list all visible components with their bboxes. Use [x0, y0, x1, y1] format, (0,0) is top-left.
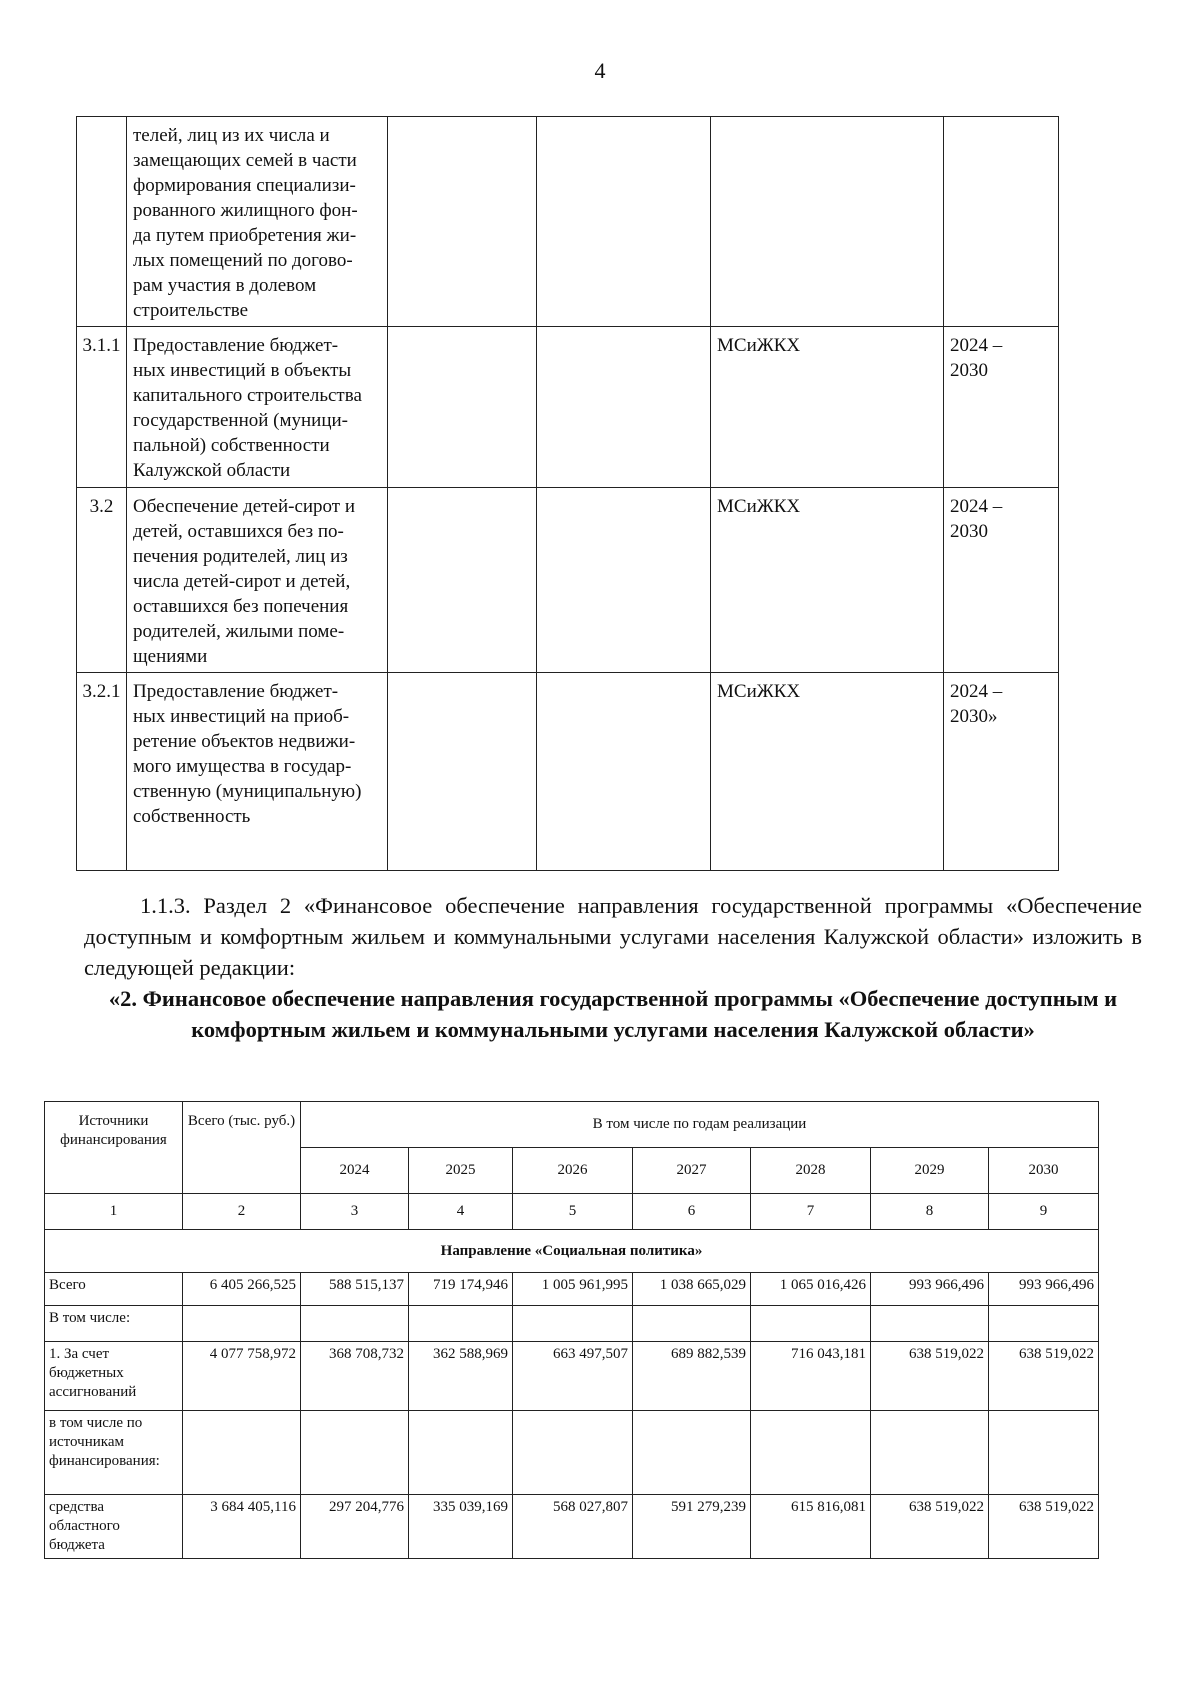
financing-value: 6 405 266,525 — [183, 1273, 301, 1306]
measure-text-line: Предоставление бюджет- — [133, 681, 339, 702]
financing-row — [45, 1342, 1099, 1411]
financing-value — [301, 1411, 409, 1495]
measure-row — [77, 327, 1059, 488]
empty-cell — [537, 673, 711, 871]
measure-text — [127, 673, 388, 871]
measure-text-line: печения родителей, лиц из — [133, 546, 348, 567]
financing-row — [45, 1495, 1099, 1559]
measure-period — [944, 488, 1059, 673]
financing-value — [989, 1411, 1099, 1495]
empty-cell — [388, 488, 537, 673]
column-number: 1 — [45, 1194, 183, 1230]
measure-executor: МСиЖКХ — [711, 673, 944, 871]
financing-value — [751, 1306, 871, 1342]
measure-text-line: ных инвестиций в объекты — [133, 360, 352, 381]
measure-text-line: да путем приобретения жи- — [133, 225, 357, 246]
measure-text-line: государственной (муници- — [133, 410, 349, 431]
empty-cell — [388, 327, 537, 488]
measure-text-line: рам участия в долевом — [133, 275, 317, 296]
header-total: Всего (тыс. руб.) — [183, 1102, 301, 1194]
measure-period-line: 2024 – — [950, 496, 1003, 517]
measure-text-line: строительстве — [133, 300, 249, 321]
empty-cell — [537, 488, 711, 673]
year-header: 2028 — [751, 1148, 871, 1194]
financing-value: 588 515,137 — [301, 1273, 409, 1306]
measure-executor: МСиЖКХ — [711, 488, 944, 673]
financing-value: 3 684 405,116 — [183, 1495, 301, 1559]
financing-value: 4 077 758,972 — [183, 1342, 301, 1411]
empty-cell — [388, 117, 537, 327]
financing-value: 1 005 961,995 — [513, 1273, 633, 1306]
measure-text-line: Обеспечение детей-сирот и — [133, 496, 356, 517]
financing-row — [45, 1411, 1099, 1495]
year-header: 2026 — [513, 1148, 633, 1194]
financing-value: 719 174,946 — [409, 1273, 513, 1306]
financing-value — [871, 1306, 989, 1342]
header-by-years: В том числе по годам реализации — [301, 1102, 1099, 1148]
financing-row — [45, 1273, 1099, 1306]
financing-value — [301, 1306, 409, 1342]
measure-text-line: пальной) собственности — [133, 435, 330, 456]
measure-text — [127, 117, 388, 327]
measure-period — [944, 327, 1059, 488]
measure-text — [127, 488, 388, 673]
empty-cell — [388, 673, 537, 871]
financing-value: 1 038 665,029 — [633, 1273, 751, 1306]
measure-text-line: щениями — [133, 646, 208, 667]
measure-text-line: замещающих семей в части — [133, 150, 357, 171]
financing-value: 716 043,181 — [751, 1342, 871, 1411]
year-header: 2030 — [989, 1148, 1099, 1194]
measure-period-line: 2024 – — [950, 681, 1003, 702]
financing-value — [633, 1411, 751, 1495]
page-number: 4 — [594, 58, 606, 83]
measure-text-line: телей, лиц из их числа и — [133, 125, 330, 146]
financing-value — [871, 1411, 989, 1495]
financing-value — [409, 1411, 513, 1495]
financing-source: в том числе по источникам финансирования: — [45, 1411, 183, 1495]
financing-value: 993 966,496 — [989, 1273, 1099, 1306]
column-number: 2 — [183, 1194, 301, 1230]
financing-value: 993 966,496 — [871, 1273, 989, 1306]
column-number: 8 — [871, 1194, 989, 1230]
measure-text-line: ных инвестиций на приоб- — [133, 706, 350, 727]
measure-row — [77, 488, 1059, 673]
direction-row — [45, 1230, 1099, 1273]
financing-header-row — [45, 1102, 1099, 1148]
measure-period-line: 2030 — [950, 360, 988, 381]
financing-value: 638 519,022 — [871, 1342, 989, 1411]
financing-table — [44, 1101, 1099, 1559]
financing-value: 1 065 016,426 — [751, 1273, 871, 1306]
measure-number: 3.2.1 — [77, 673, 127, 871]
measure-text-line: собственность — [133, 806, 251, 827]
column-number: 9 — [989, 1194, 1099, 1230]
measure-row — [77, 673, 1059, 871]
column-number: 3 — [301, 1194, 409, 1230]
financing-value: 297 204,776 — [301, 1495, 409, 1559]
column-numbers-row — [45, 1194, 1099, 1230]
year-header: 2027 — [633, 1148, 751, 1194]
amendment-text: 1.1.3. Раздел 2 «Финансовое обеспечение направления государственной программы «Обеспечение доступным и комфортным жильем и коммунальными услугами населения Калужской области» изложить в следующей редакции: — [84, 893, 1142, 980]
financing-value — [513, 1306, 633, 1342]
section-heading: «2. Финансовое обеспечение направления государственной программы «Обеспечение доступным и комфортным жильем и коммунальными услугами населения Калужской области» — [108, 986, 1118, 1042]
amendment-paragraph — [84, 890, 1142, 983]
financing-row — [45, 1306, 1099, 1342]
year-header: 2025 — [409, 1148, 513, 1194]
financing-value — [751, 1411, 871, 1495]
financing-source: 1. За счет бюджетных ассигнований — [45, 1342, 183, 1411]
financing-source: средства областного бюджета — [45, 1495, 183, 1559]
measure-text-line: родителей, жилыми поме- — [133, 621, 345, 642]
header-source: Источники финансирования — [45, 1102, 183, 1194]
measure-text-line: Калужской области — [133, 460, 291, 481]
measure-text-line: рованного жилищного фон- — [133, 200, 358, 221]
measure-executor: МСиЖКХ — [711, 327, 944, 488]
financing-value — [513, 1411, 633, 1495]
measures-table — [76, 116, 1059, 871]
column-number: 4 — [409, 1194, 513, 1230]
measure-text-line: ретение объектов недвижи- — [133, 731, 356, 752]
financing-value: 638 519,022 — [989, 1342, 1099, 1411]
year-header: 2024 — [301, 1148, 409, 1194]
measure-text-line: ственную (муниципальную) — [133, 781, 362, 802]
year-header: 2029 — [871, 1148, 989, 1194]
measure-period-line: 2030 — [950, 521, 988, 542]
financing-source: В том числе: — [45, 1306, 183, 1342]
financing-value — [409, 1306, 513, 1342]
measure-period — [944, 673, 1059, 871]
measure-text-line: числа детей-сирот и детей, — [133, 571, 351, 592]
financing-value — [989, 1306, 1099, 1342]
measure-number — [77, 117, 127, 327]
financing-value: 638 519,022 — [871, 1495, 989, 1559]
measure-text-line: формирования специализи- — [133, 175, 356, 196]
direction-title: Направление «Социальная политика» — [45, 1230, 1099, 1273]
column-number: 7 — [751, 1194, 871, 1230]
measure-period-line: 2030» — [950, 706, 998, 727]
measure-text-line: оставшихся без попечения — [133, 596, 349, 617]
measure-executor — [711, 117, 944, 327]
measure-text — [127, 327, 388, 488]
measure-text-line: Предоставление бюджет- — [133, 335, 339, 356]
financing-value: 615 816,081 — [751, 1495, 871, 1559]
financing-value: 591 279,239 — [633, 1495, 751, 1559]
measure-number: 3.2 — [77, 488, 127, 673]
financing-value: 568 027,807 — [513, 1495, 633, 1559]
column-number: 5 — [513, 1194, 633, 1230]
financing-value: 362 588,969 — [409, 1342, 513, 1411]
financing-source: Всего — [45, 1273, 183, 1306]
financing-value: 638 519,022 — [989, 1495, 1099, 1559]
measure-number: 3.1.1 — [77, 327, 127, 488]
measure-text-line: детей, оставшихся без по- — [133, 521, 344, 542]
empty-cell — [537, 117, 711, 327]
financing-value: 689 882,539 — [633, 1342, 751, 1411]
financing-value — [183, 1411, 301, 1495]
measure-period — [944, 117, 1059, 327]
financing-value — [633, 1306, 751, 1342]
financing-value: 663 497,507 — [513, 1342, 633, 1411]
financing-value: 368 708,732 — [301, 1342, 409, 1411]
financing-value — [183, 1306, 301, 1342]
financing-value: 335 039,169 — [409, 1495, 513, 1559]
column-number: 6 — [633, 1194, 751, 1230]
measure-text-line: капитального строительства — [133, 385, 362, 406]
measure-text-line: мого имущества в государ- — [133, 756, 352, 777]
measure-row — [77, 117, 1059, 327]
empty-cell — [537, 327, 711, 488]
measure-text-line: лых помещений по догово- — [133, 250, 353, 271]
measure-period-line: 2024 – — [950, 335, 1003, 356]
